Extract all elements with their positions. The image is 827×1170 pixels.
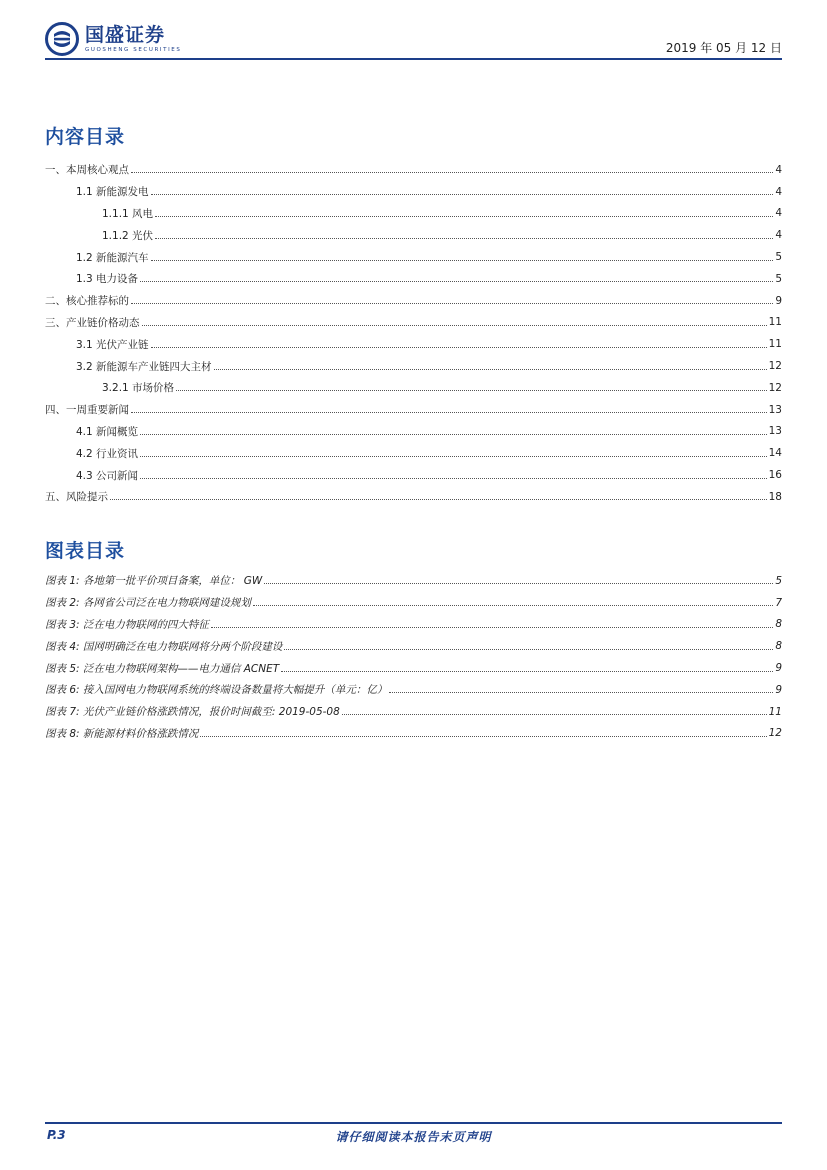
toc-entry-page: 5 xyxy=(775,251,782,264)
dot-leader xyxy=(281,670,773,672)
toc-entry-page: 5 xyxy=(775,272,782,285)
toc-title: 内容目录 xyxy=(45,126,126,148)
toc-entry-label: 1.1.1 风电 xyxy=(102,207,154,220)
logo-chinese-name: 国盛证券 xyxy=(85,24,166,46)
figure-entry[interactable] xyxy=(45,614,782,636)
figure-entry-label: 图表 3: 泛在电力物联网的四大特征 xyxy=(45,618,209,631)
dot-leader xyxy=(142,324,767,326)
dot-leader xyxy=(211,626,773,628)
figure-entry-page: 11 xyxy=(768,705,782,718)
guosheng-logo-icon xyxy=(45,22,79,56)
figure-entry-label: 图表 7: 光伏产业链价格涨跌情况，报价时间截至: 2019-05-08 xyxy=(45,706,340,719)
dot-leader xyxy=(253,604,773,606)
dot-leader xyxy=(200,735,766,737)
dot-leader xyxy=(155,237,773,239)
dot-leader xyxy=(131,171,773,173)
dot-leader xyxy=(342,713,767,715)
figures-title: 图表目录 xyxy=(45,540,126,562)
page-header xyxy=(45,22,782,62)
figure-entry[interactable] xyxy=(45,592,782,614)
toc-entry-page: 9 xyxy=(775,294,782,307)
toc-entry[interactable] xyxy=(45,355,782,377)
header-divider xyxy=(45,58,782,60)
figure-entry-page: 9 xyxy=(775,683,782,696)
dot-leader xyxy=(110,498,767,500)
figure-entry-page: 7 xyxy=(775,596,782,609)
toc-entry-label: 1.1.2 光伏 xyxy=(102,229,154,242)
figure-entry-page: 5 xyxy=(775,574,782,587)
toc-entry-label: 3.1 光伏产业链 xyxy=(76,338,149,351)
company-logo xyxy=(45,22,181,56)
dot-leader xyxy=(140,477,767,479)
figure-entry-page: 9 xyxy=(775,662,782,675)
toc-list xyxy=(45,159,782,508)
figure-entry-label: 图表 5: 泛在电力物联网架构——电力通信 ACNET xyxy=(45,662,280,675)
dot-leader xyxy=(214,368,767,370)
figure-entry-page: 8 xyxy=(775,640,782,653)
toc-entry-page: 14 xyxy=(768,447,782,460)
report-date: 2019 年 05 月 12 日 xyxy=(665,41,782,55)
toc-entry-page: 11 xyxy=(768,316,782,329)
page-number: P.3 xyxy=(47,1128,66,1142)
toc-entry-label: 一、本周核心观点 xyxy=(45,164,129,177)
dot-leader xyxy=(176,389,767,391)
toc-entry[interactable] xyxy=(45,442,782,464)
dot-leader xyxy=(284,648,773,650)
figure-entry[interactable] xyxy=(45,701,782,723)
figure-entry-page: 8 xyxy=(775,618,782,631)
dot-leader xyxy=(151,193,774,195)
toc-entry-label: 3.2 新能源车产业链四大主材 xyxy=(76,360,212,373)
figure-entry-label: 图表 8: 新能源材料价格涨跌情况 xyxy=(45,727,199,740)
figures-list xyxy=(45,570,782,744)
toc-entry[interactable] xyxy=(45,224,782,246)
toc-entry-label: 4.2 行业资讯 xyxy=(76,447,139,460)
figure-entry-page: 12 xyxy=(768,727,782,740)
toc-entry-label: 4.3 公司新闻 xyxy=(76,469,139,482)
toc-entry-page: 4 xyxy=(775,207,782,220)
figure-entry-label: 图表 2: 各网省公司泛在电力物联网建设规划 xyxy=(45,597,251,610)
toc-entry-label: 3.2.1 市场价格 xyxy=(102,382,175,395)
toc-entry-label: 4.1 新闻概览 xyxy=(76,425,139,438)
toc-entry[interactable] xyxy=(45,181,782,203)
dot-leader xyxy=(131,302,773,304)
figure-entry-label: 图表 1: 各地第一批平价项目备案，单位： GW xyxy=(45,575,263,588)
dot-leader xyxy=(140,280,773,282)
toc-entry[interactable] xyxy=(45,312,782,334)
toc-entry-page: 11 xyxy=(768,338,782,351)
figure-entry-label: 图表 4: 国网明确泛在电力物联网将分两个阶段建设 xyxy=(45,640,283,653)
toc-entry[interactable] xyxy=(45,464,782,486)
toc-entry[interactable] xyxy=(45,203,782,225)
toc-entry[interactable] xyxy=(45,246,782,268)
toc-entry-page: 18 xyxy=(768,490,782,503)
toc-entry-label: 1.3 电力设备 xyxy=(76,273,139,286)
toc-entry-label: 1.1 新能源发电 xyxy=(76,186,149,199)
disclaimer-note: 请仔细阅读本报告末页声明 xyxy=(335,1130,492,1144)
toc-entry-label: 三、产业链价格动态 xyxy=(45,316,140,329)
dot-leader xyxy=(140,455,767,457)
toc-entry-label: 五、风险提示 xyxy=(45,491,108,504)
toc-entry[interactable] xyxy=(45,159,782,181)
dot-leader xyxy=(131,411,767,413)
figure-entry[interactable] xyxy=(45,570,782,592)
toc-entry-page: 4 xyxy=(775,163,782,176)
toc-entry[interactable] xyxy=(45,290,782,312)
toc-entry[interactable] xyxy=(45,268,782,290)
figure-entry[interactable] xyxy=(45,635,782,657)
toc-entry[interactable] xyxy=(45,399,782,421)
toc-entry[interactable] xyxy=(45,486,782,508)
toc-entry[interactable] xyxy=(45,421,782,443)
figure-entry[interactable] xyxy=(45,679,782,701)
toc-entry-page: 13 xyxy=(768,403,782,416)
dot-leader xyxy=(389,691,773,693)
toc-entry-page: 12 xyxy=(768,381,782,394)
dot-leader xyxy=(264,582,773,584)
dot-leader xyxy=(140,433,767,435)
footer-divider xyxy=(45,1122,782,1124)
logo-english-name: GUOSHENG SECURITIES xyxy=(85,47,182,53)
toc-entry-label: 四、一周重要新闻 xyxy=(45,404,129,417)
toc-entry-page: 12 xyxy=(768,360,782,373)
dot-leader xyxy=(151,259,774,261)
toc-entry-page: 16 xyxy=(768,469,782,482)
dot-leader xyxy=(155,215,773,217)
dot-leader xyxy=(151,346,767,348)
toc-entry-page: 4 xyxy=(775,229,782,242)
figure-entry[interactable] xyxy=(45,723,782,745)
toc-entry[interactable] xyxy=(45,333,782,355)
toc-entry-label: 二、核心推荐标的 xyxy=(45,295,129,308)
toc-entry[interactable] xyxy=(45,377,782,399)
toc-entry-label: 1.2 新能源汽车 xyxy=(76,251,149,264)
figure-entry[interactable] xyxy=(45,657,782,679)
toc-entry-page: 13 xyxy=(768,425,782,438)
toc-entry-page: 4 xyxy=(775,185,782,198)
figure-entry-label: 图表 6: 接入国网电力物联网系统的终端设备数量将大幅提升（单元：亿） xyxy=(45,684,388,697)
